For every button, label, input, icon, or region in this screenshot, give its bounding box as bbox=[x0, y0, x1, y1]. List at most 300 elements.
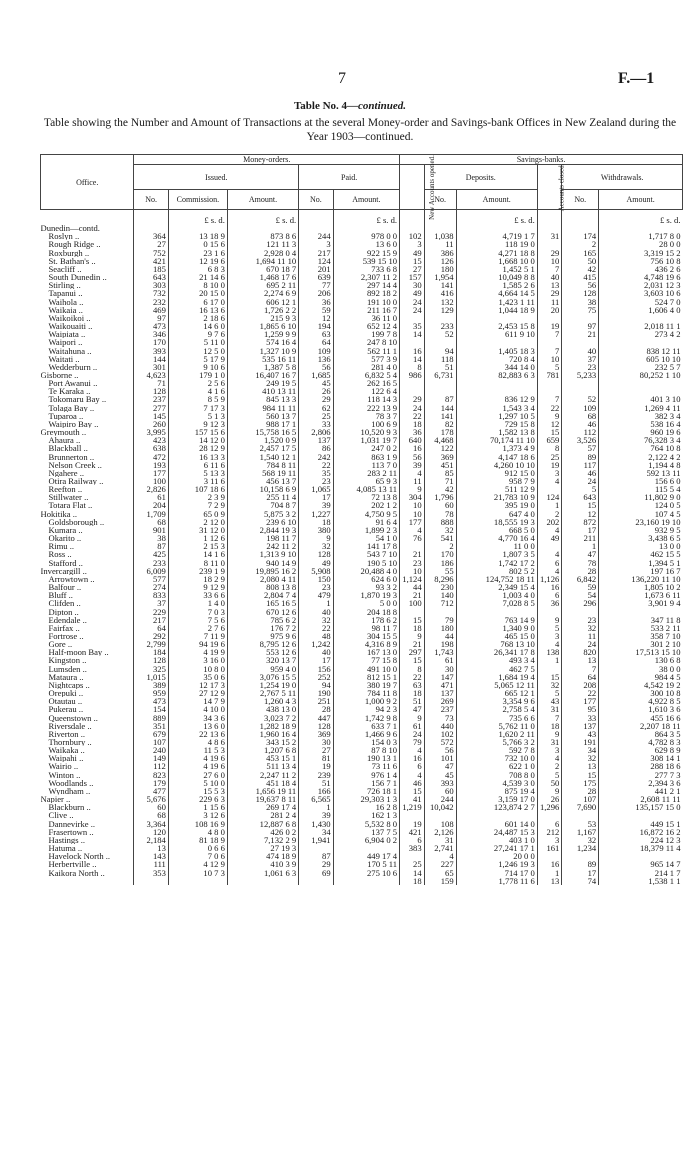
table-cell: 177 bbox=[400, 518, 425, 526]
table-cell: 6,731 bbox=[424, 371, 456, 379]
table-cell: 100 bbox=[134, 477, 168, 485]
table-cell: 13 bbox=[562, 656, 599, 664]
table-cell: 353 bbox=[134, 869, 168, 877]
table-cell: 6,009 bbox=[134, 567, 168, 575]
table-row bbox=[41, 869, 683, 877]
table-cell: 1,743 bbox=[424, 648, 456, 656]
office-name: Rimu .. bbox=[48, 542, 75, 551]
table-cell: 441 2 1 bbox=[599, 787, 683, 795]
table-cell: 232 5 7 bbox=[599, 363, 683, 371]
table-row bbox=[41, 632, 683, 640]
table-cell: 451 bbox=[424, 461, 456, 469]
table-cell: 29,303 1 3 bbox=[333, 795, 399, 803]
table-cell: 1,194 4 8 bbox=[599, 461, 683, 469]
table-cell: 18,555 19 3 bbox=[456, 518, 537, 526]
table-cell: 185 bbox=[134, 265, 168, 273]
table-row bbox=[41, 428, 683, 436]
table-cell: 109 bbox=[299, 347, 333, 355]
table-cell: 69 bbox=[299, 869, 333, 877]
table-cell: 71 bbox=[134, 379, 168, 387]
table-row bbox=[41, 714, 683, 722]
table-cell: 35 bbox=[299, 469, 333, 477]
table-cell: 643 bbox=[134, 273, 168, 281]
table-cell: 16 bbox=[400, 444, 425, 452]
table-cell: 2,799 bbox=[134, 640, 168, 648]
office-name: Ross .. bbox=[48, 550, 72, 559]
table-row bbox=[41, 224, 683, 232]
table-cell: 126 bbox=[424, 257, 456, 265]
table-row bbox=[41, 412, 683, 420]
table-cell: 543 7 10 bbox=[333, 550, 399, 558]
table-cell: 7 bbox=[562, 665, 599, 673]
table-cell: 34 bbox=[562, 746, 599, 754]
table-cell: 62 bbox=[299, 404, 333, 412]
table-cell: 247 8 10 bbox=[333, 338, 399, 346]
table-cell: 82,883 6 3 bbox=[456, 371, 537, 379]
table-row bbox=[41, 730, 683, 738]
table-cell: 199 7 8 bbox=[333, 330, 399, 338]
table-cell: 64 bbox=[562, 673, 599, 681]
table-cell: 622 1 0 bbox=[456, 762, 537, 770]
table-cell: 10,049 8 8 bbox=[456, 273, 537, 281]
table-cell: 22 bbox=[299, 461, 333, 469]
table-row bbox=[41, 820, 683, 828]
table-row bbox=[41, 347, 683, 355]
table-cell: 89 bbox=[562, 453, 599, 461]
table-cell bbox=[599, 379, 683, 387]
table-cell: 10,158 6 9 bbox=[227, 485, 298, 493]
table-cell: 13 6 0 bbox=[168, 722, 227, 730]
table-cell: 863 1 9 bbox=[333, 453, 399, 461]
table-cell: 1,452 5 1 bbox=[456, 265, 537, 273]
issued-header: Issued. bbox=[134, 165, 299, 190]
table-cell: 3,995 bbox=[134, 428, 168, 436]
table-cell: 31 12 0 bbox=[168, 526, 227, 534]
table-cell: 6,832 5 4 bbox=[333, 371, 399, 379]
table-cell: 4 10 0 bbox=[168, 705, 227, 713]
table-cell: 11 0 0 bbox=[456, 542, 537, 550]
table-cell: 472 bbox=[134, 453, 168, 461]
table-cell: 668 5 0 bbox=[456, 526, 537, 534]
table-cell: 32 bbox=[562, 836, 599, 844]
table-cell: 892 18 2 bbox=[333, 289, 399, 297]
table-cell: 447 bbox=[299, 714, 333, 722]
table-cell: 121 11 3 bbox=[227, 240, 298, 248]
table-cell: 940 14 9 bbox=[227, 559, 298, 567]
table-cell: 1 15 6 bbox=[168, 803, 227, 811]
office-name: Edendale .. bbox=[48, 615, 87, 624]
office-name: Clive .. bbox=[48, 811, 74, 820]
table-cell: 5 11 0 bbox=[168, 338, 227, 346]
table-cell: 912 15 0 bbox=[456, 469, 537, 477]
table-cell: 15 bbox=[537, 428, 562, 436]
table-cell: 19 bbox=[537, 461, 562, 469]
table-cell: 109 bbox=[562, 404, 599, 412]
table-cell: 7 11 9 bbox=[168, 632, 227, 640]
table-cell: 784 11 8 bbox=[333, 689, 399, 697]
table-cell: 107 bbox=[562, 795, 599, 803]
office-name: Ngahere .. bbox=[48, 468, 85, 477]
table-cell: 51 bbox=[400, 697, 425, 705]
table-cell: 440 bbox=[424, 722, 456, 730]
table-cell: 426 0 2 bbox=[227, 828, 298, 836]
table-cell: 50 bbox=[562, 257, 599, 265]
table-number bbox=[0, 100, 700, 112]
table-cell: 204 bbox=[134, 501, 168, 509]
office-name: Otira Railway .. bbox=[48, 477, 104, 486]
issued-no-header: No. bbox=[134, 190, 168, 210]
table-cell bbox=[537, 852, 562, 860]
table-cell: 4,539 3 0 bbox=[456, 779, 537, 787]
table-cell: 29 bbox=[299, 395, 333, 403]
office-name: Te Karaka .. bbox=[48, 387, 91, 396]
table-row bbox=[41, 298, 683, 306]
table-row bbox=[41, 705, 683, 713]
table-row bbox=[41, 681, 683, 689]
table-cell: 4 bbox=[400, 469, 425, 477]
table-cell: 39 bbox=[400, 461, 425, 469]
table-cell: 922 15 9 bbox=[333, 249, 399, 257]
table-cell: 63 bbox=[299, 330, 333, 338]
table-cell: 1,684 19 4 bbox=[456, 673, 537, 681]
table-row bbox=[41, 656, 683, 664]
table-cell: 3 bbox=[537, 632, 562, 640]
table-cell: 2,080 4 11 bbox=[227, 575, 298, 583]
office-name: Wairio .. bbox=[48, 762, 79, 771]
table-cell: 174 bbox=[562, 232, 599, 240]
office-name: Brunnerton .. bbox=[48, 452, 95, 461]
table-cell: 369 bbox=[424, 453, 456, 461]
table-cell bbox=[537, 542, 562, 550]
table-cell: 382 3 4 bbox=[599, 412, 683, 420]
table-cell: 102 bbox=[424, 730, 456, 738]
table-cell: 7 5 6 bbox=[168, 616, 227, 624]
table-row bbox=[41, 306, 683, 314]
table-cell: 208 bbox=[562, 681, 599, 689]
table-cell: 20 15 0 bbox=[168, 289, 227, 297]
table-cell: 471 bbox=[424, 681, 456, 689]
table-cell: 423 bbox=[134, 436, 168, 444]
table-cell bbox=[400, 224, 425, 232]
table-cell: 283 2 11 bbox=[333, 469, 399, 477]
table-row bbox=[41, 518, 683, 526]
table-cell: 6 11 6 bbox=[168, 461, 227, 469]
table-cell: 8 bbox=[537, 444, 562, 452]
table-cell bbox=[537, 485, 562, 493]
table-cell: 729 15 8 bbox=[456, 420, 537, 428]
table-cell: 32 bbox=[299, 616, 333, 624]
table-cell: 560 13 7 bbox=[227, 412, 298, 420]
table-cell: 128 bbox=[134, 656, 168, 664]
table-cell: 8 bbox=[400, 665, 425, 673]
table-cell bbox=[400, 379, 425, 387]
table-cell: 735 6 6 bbox=[456, 714, 537, 722]
table-cell: 30 bbox=[400, 281, 425, 289]
office-name: Stirling .. bbox=[48, 281, 81, 290]
table-cell: 60 bbox=[424, 787, 456, 795]
table-cell: 9 bbox=[299, 534, 333, 542]
table-cell: 2 5 6 bbox=[168, 379, 227, 387]
table-cell: 18 bbox=[400, 877, 425, 885]
table-cell: 59 bbox=[299, 306, 333, 314]
table-cell: 89 bbox=[562, 860, 599, 868]
table-cell: 304 bbox=[400, 493, 425, 501]
table-row bbox=[41, 249, 683, 257]
table-cell bbox=[400, 387, 425, 395]
table-cell: 31 bbox=[424, 836, 456, 844]
table-cell: 784 8 11 bbox=[227, 461, 298, 469]
table-cell: 277 7 3 bbox=[599, 771, 683, 779]
table-cell bbox=[134, 877, 168, 885]
table-cell: 601 14 0 bbox=[456, 820, 537, 828]
table-cell: 132 bbox=[424, 298, 456, 306]
table-cell bbox=[562, 224, 599, 232]
table-cell: 9 bbox=[537, 616, 562, 624]
table-cell: 347 11 8 bbox=[599, 616, 683, 624]
table-cell: 303 bbox=[134, 281, 168, 289]
table-cell: 1,606 4 0 bbox=[599, 306, 683, 314]
table-cell: 808 13 8 bbox=[227, 583, 298, 591]
table-cell: 4 19 6 bbox=[168, 754, 227, 762]
table-cell: 2,758 5 4 bbox=[456, 705, 537, 713]
table-cell: 976 1 4 bbox=[333, 771, 399, 779]
table-cell: 11 bbox=[562, 632, 599, 640]
table-row bbox=[41, 355, 683, 363]
table-cell: 18 2 9 bbox=[168, 575, 227, 583]
table-cell: 1,405 18 3 bbox=[456, 347, 537, 355]
table-cell: 118 19 0 bbox=[456, 240, 537, 248]
table-cell: 233 bbox=[424, 322, 456, 330]
table-cell: 249 19 5 bbox=[227, 379, 298, 387]
table-cell: 46 bbox=[400, 779, 425, 787]
table-cell: 78 bbox=[562, 559, 599, 567]
table-cell: 477 bbox=[134, 787, 168, 795]
table-cell: 42 bbox=[424, 485, 456, 493]
table-cell: 2 15 3 bbox=[168, 542, 227, 550]
office-name: Napier .. bbox=[40, 795, 71, 804]
table-cell: 2 bbox=[424, 542, 456, 550]
table-cell: 43 bbox=[537, 697, 562, 705]
table-cell: 100 6 9 bbox=[333, 420, 399, 428]
table-cell: 136,220 11 10 bbox=[599, 575, 683, 583]
table-cell: 40 bbox=[299, 608, 333, 616]
office-name: Nightcaps .. bbox=[48, 680, 90, 690]
table-cell: 606 12 1 bbox=[227, 298, 298, 306]
table-cell: 346 bbox=[134, 330, 168, 338]
table-cell: 237 bbox=[424, 705, 456, 713]
table-cell: 165 bbox=[562, 249, 599, 257]
table-cell: 52 bbox=[562, 395, 599, 403]
table-cell: 281 2 4 bbox=[227, 811, 298, 819]
table-cell: 320 13 7 bbox=[227, 656, 298, 664]
table-cell: 19 bbox=[400, 820, 425, 828]
table-cell: 59 bbox=[562, 583, 599, 591]
table-cell: 32 bbox=[562, 754, 599, 762]
office-name: Balfour .. bbox=[48, 583, 82, 592]
table-cell: 102 bbox=[400, 232, 425, 240]
table-cell: 82 bbox=[424, 420, 456, 428]
table-cell bbox=[424, 379, 456, 387]
table-cell: 553 12 6 bbox=[227, 648, 298, 656]
table-cell: 39 bbox=[299, 811, 333, 819]
office-name: Waikoikoi .. bbox=[48, 313, 91, 323]
office-name: Tolaga Bay .. bbox=[48, 403, 95, 412]
table-cell: 26 bbox=[537, 795, 562, 803]
table-row bbox=[41, 420, 683, 428]
table-cell: 1 bbox=[537, 656, 562, 664]
office-name: Wyndham .. bbox=[48, 786, 91, 796]
table-cell: 24 bbox=[400, 404, 425, 412]
table-row bbox=[41, 461, 683, 469]
table-cell: 239 1 9 bbox=[168, 567, 227, 575]
table-cell: 2 7 6 bbox=[168, 624, 227, 632]
office-name: Waihola .. bbox=[48, 297, 84, 306]
table-row bbox=[41, 534, 683, 542]
table-row bbox=[41, 779, 683, 787]
table-cell: 32 bbox=[424, 526, 456, 534]
table-cell: 53 bbox=[562, 820, 599, 828]
table-cell: 4 bbox=[400, 771, 425, 779]
table-cell: 873 8 6 bbox=[227, 232, 298, 240]
office-name: Stillwater .. bbox=[48, 493, 89, 502]
table-cell: 81 18 9 bbox=[168, 836, 227, 844]
table-cell: 802 5 2 bbox=[456, 567, 537, 575]
table-cell: 5 bbox=[562, 485, 599, 493]
table-cell bbox=[562, 210, 599, 225]
table-cell: 141 17 8 bbox=[333, 542, 399, 550]
table-cell: 5,233 bbox=[562, 371, 599, 379]
table-cell: 1,296 bbox=[537, 803, 562, 811]
table-cell: 94 2 3 bbox=[333, 705, 399, 713]
table-cell: 1,543 3 4 bbox=[456, 404, 537, 412]
table-row bbox=[41, 828, 683, 836]
table-cell: 95 bbox=[562, 705, 599, 713]
table-cell: 24 bbox=[400, 306, 425, 314]
table-cell: 288 18 6 bbox=[599, 762, 683, 770]
table-row bbox=[41, 371, 683, 379]
table-cell: 18 bbox=[400, 420, 425, 428]
table-cell: 27 bbox=[134, 240, 168, 248]
table-cell: 22 bbox=[400, 673, 425, 681]
table-cell: 1,694 11 10 bbox=[227, 257, 298, 265]
table-cell: 577 3 9 bbox=[333, 355, 399, 363]
table-cell: 1,954 bbox=[424, 273, 456, 281]
table-cell: 4,542 19 2 bbox=[599, 681, 683, 689]
table-cell: 13 bbox=[562, 762, 599, 770]
table-cell bbox=[424, 224, 456, 232]
table-cell: 61 bbox=[134, 493, 168, 501]
table-cell: 3,438 6 5 bbox=[599, 534, 683, 542]
table-cell: 11 bbox=[537, 298, 562, 306]
table-cell: 30 bbox=[299, 738, 333, 746]
table-cell: 425 bbox=[134, 550, 168, 558]
table-cell: 47 bbox=[400, 705, 425, 713]
table-cell: 2,457 17 5 bbox=[227, 444, 298, 452]
table-cell: 2 bbox=[537, 510, 562, 518]
table-cell: 456 13 7 bbox=[227, 477, 298, 485]
table-cell: £ s. d. bbox=[168, 210, 227, 225]
table-cell: 17 bbox=[299, 493, 333, 501]
table-cell: 22 bbox=[400, 412, 425, 420]
table-cell: 56 bbox=[424, 746, 456, 754]
table-cell: 156 bbox=[299, 665, 333, 673]
table-cell bbox=[562, 387, 599, 395]
table-cell: 129 bbox=[424, 306, 456, 314]
table-cell: 21 bbox=[400, 550, 425, 558]
table-cell: 150 bbox=[299, 575, 333, 583]
table-cell: 157 bbox=[400, 273, 425, 281]
table-cell: 533 2 11 bbox=[599, 624, 683, 632]
table-cell: 25 bbox=[537, 453, 562, 461]
table-cell: 140 bbox=[424, 591, 456, 599]
table-cell: 16 13 3 bbox=[168, 453, 227, 461]
table-cell: 833 bbox=[134, 591, 168, 599]
table-cell: 9 bbox=[537, 787, 562, 795]
table-cell bbox=[333, 877, 399, 885]
table-cell: 22 13 6 bbox=[168, 730, 227, 738]
table-cell bbox=[400, 542, 425, 550]
table-cell: 574 16 4 bbox=[227, 338, 298, 346]
table-cell bbox=[424, 387, 456, 395]
table-cell: 206 bbox=[299, 289, 333, 297]
table-cell: 1,394 5 1 bbox=[599, 559, 683, 567]
table-cell: 984 4 5 bbox=[599, 673, 683, 681]
table-cell: 217 bbox=[299, 249, 333, 257]
table-cell: 325 bbox=[134, 665, 168, 673]
table-cell: 36 bbox=[537, 599, 562, 607]
table-row bbox=[41, 526, 683, 534]
table-cell: 8,795 12 6 bbox=[227, 640, 298, 648]
table-row bbox=[41, 852, 683, 860]
table-cell: 4 8 6 bbox=[168, 738, 227, 746]
office-name: Waitati .. bbox=[48, 354, 80, 363]
table-cell bbox=[537, 811, 562, 819]
table-cell: 875 19 4 bbox=[456, 787, 537, 795]
table-cell: 3,076 15 5 bbox=[227, 673, 298, 681]
accounts-closed-header bbox=[537, 163, 566, 212]
table-cell: 8,296 bbox=[424, 575, 456, 583]
table-cell: 2,122 4 2 bbox=[599, 453, 683, 461]
table-row bbox=[41, 771, 683, 779]
table-cell: 13 bbox=[134, 844, 168, 852]
table-cell: 277 bbox=[134, 404, 168, 412]
table-row bbox=[41, 281, 683, 289]
table-cell: 8 11 0 bbox=[168, 559, 227, 567]
table-cell: 24 bbox=[562, 640, 599, 648]
table-cell: 76,328 3 4 bbox=[599, 436, 683, 444]
table-cell: 2,184 bbox=[134, 836, 168, 844]
table-cell: 55 bbox=[424, 567, 456, 575]
table-cell bbox=[562, 338, 599, 346]
office-name: Frasertown .. bbox=[48, 827, 94, 836]
table-cell: 165 16 5 bbox=[227, 599, 298, 607]
table-cell: 6 bbox=[400, 762, 425, 770]
table-cell: 1,065 bbox=[299, 485, 333, 493]
table-cell: 2,741 bbox=[424, 844, 456, 852]
table-cell: 14 1 6 bbox=[168, 550, 227, 558]
table-row bbox=[41, 860, 683, 868]
table-cell: 108 bbox=[424, 820, 456, 828]
table-cell: 629 8 9 bbox=[599, 746, 683, 754]
table-cell: 720 8 4 bbox=[456, 355, 537, 363]
table-cell: 1,254 19 0 bbox=[227, 681, 298, 689]
table-cell: 986 bbox=[400, 371, 425, 379]
table-cell: 37 bbox=[562, 355, 599, 363]
table-cell: 2,928 0 4 bbox=[227, 249, 298, 257]
table-cell: 3 bbox=[400, 240, 425, 248]
table-row bbox=[41, 436, 683, 444]
table-cell: 120 bbox=[134, 828, 168, 836]
